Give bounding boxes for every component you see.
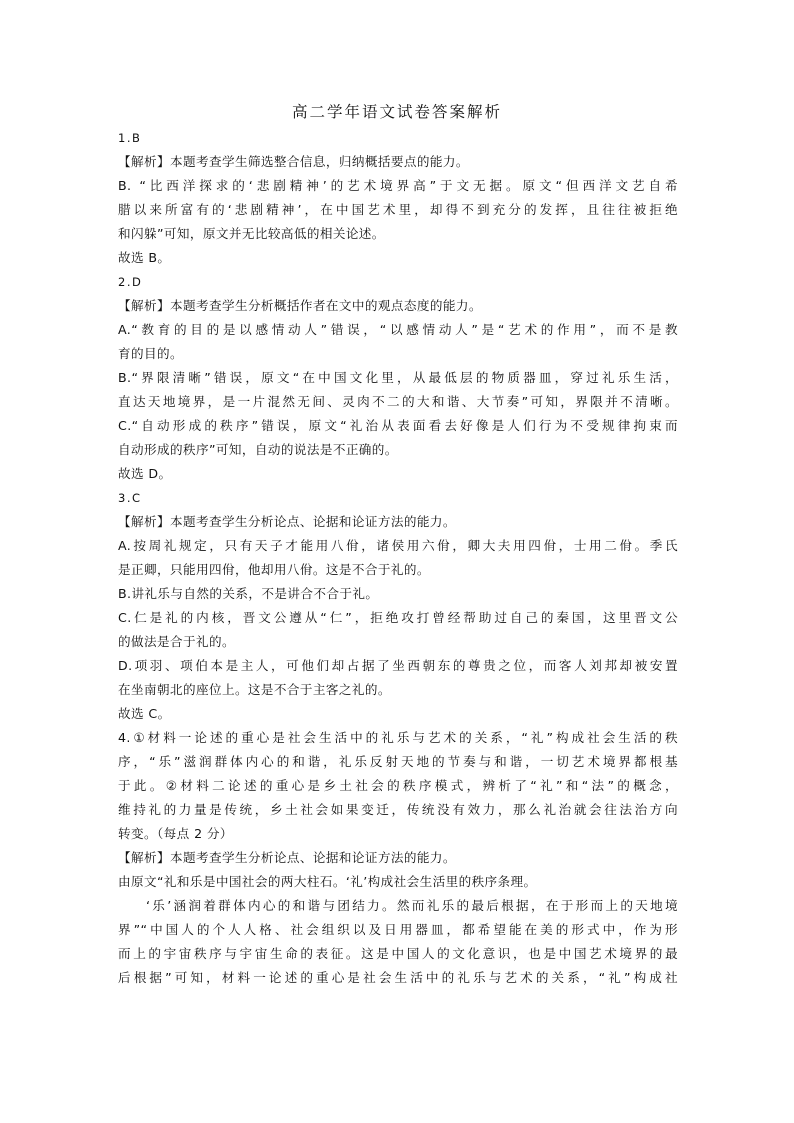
text-line: 于此。②材料二论述的重心是乡土社会的秩序模式，辨析了“礼”和“法”的概念， (118, 778, 678, 793)
text-line: 序，“乐”滋润群体内心的和谐，礼乐反射天地的节奏与和谐，一切艺术境界都根基 (118, 754, 678, 769)
text-line: 故选 B。 (118, 250, 171, 265)
text-line: 和闪躲”可知，原文并无比较高低的相关论述。 (118, 226, 385, 241)
text-line: 【解析】本题考查学生分析概括作者在文中的观点态度的能力。 (118, 298, 482, 313)
text-line: 在坐南朝北的座位上。这是不合于主客之礼的。 (118, 682, 391, 697)
document-body (118, 126, 678, 990)
document-title: 高二学年语文试卷答案解析 (291, 103, 502, 121)
text-line: ‘乐’涵润着群体内心的和谐与团结力。然而礼乐的最后根据，在于形而上的天地境 (146, 898, 678, 913)
text-line: B. “比西洋探求的‘悲剧精神’的艺术境界高”于文无据。原文“但西洋文艺自希 (118, 178, 678, 193)
text-line: A.按周礼规定，只有天子才能用八佾，诸侯用六佾，卿大夫用四佾，士用二佾。季氏 (118, 538, 678, 553)
text-line: 自动形成的秩序”可知，自动的说法是不正确的。 (118, 442, 398, 457)
text-line: 4.①材料一论述的重心是社会生活中的礼乐与艺术的关系，“礼”构成社会生活的秩 (118, 730, 678, 745)
text-line: 界”“中国人的个人人格、社会组织以及日用器皿，都希望能在美的形式中，作为形 (118, 922, 678, 937)
text-line: 转变。（每点 2 分） (118, 826, 233, 841)
text-line: D.项羽、项伯本是主人，可他们却占据了坐西朝东的尊贵之位，而客人刘邦却被安置 (118, 658, 678, 673)
text-line: 【解析】本题考查学生筛选整合信息，归纳概括要点的能力。 (118, 154, 469, 169)
text-line: 【解析】本题考查学生分析论点、论据和论证方法的能力。 (118, 514, 456, 529)
text-line: C.仁是礼的内核，晋文公遵从“仁”，拒绝攻打曾经帮助过自己的秦国，这里晋文公 (118, 610, 678, 625)
text-line: 【解析】本题考查学生分析论点、论据和论证方法的能力。 (118, 850, 456, 865)
text-line: A.“教育的目的是以感情动人”错误，“以感情动人”是“艺术的作用”，而不是教 (118, 322, 678, 337)
text-line: 直达天地境界，是一片混然无间、灵肉不二的大和谐、大节奏”可知，界限并不清晰。 (118, 394, 678, 409)
text-line: 育的目的。 (118, 346, 183, 361)
text-line: 由原文“礼和乐是中国社会的两大柱石。‘礼’构成社会生活里的秩序条理。 (118, 874, 537, 889)
text-line: 后根据”可知，材料一论述的重心是社会生活中的礼乐与艺术的关系，“礼”构成社 (118, 970, 678, 985)
text-line: 而上的宇宙秩序与宇宙生命的表征。这是中国人的文化意识，也是中国艺术境界的最 (118, 946, 678, 961)
text-line: 故选 D。 (118, 466, 172, 481)
text-line: 的做法是合于礼的。 (118, 634, 235, 649)
text-line: 维持礼的力量是传统，乡土社会如果变迁，传统没有效力，那么礼治就会往法治方向 (118, 802, 678, 817)
text-line: 2.D (118, 275, 143, 289)
text-line: 腊以来所富有的‘悲剧精神’，在中国艺术里，却得不到充分的发挥，且往往被拒绝 (118, 202, 678, 217)
text-line: 故选 C。 (118, 706, 171, 721)
text-line: 3.C (118, 491, 142, 505)
text-line: 1.B (118, 131, 142, 145)
text-line: 是正卿，只能用四佾，他却用八佾。这是不合于礼的。 (118, 562, 430, 577)
text-line: B.“界限清晰”错误，原文“在中国文化里，从最低层的物质器皿，穿过礼乐生活， (118, 370, 678, 385)
text-line: C.“自动形成的秩序”错误，原文“礼治从表面看去好像是人们行为不受规律拘束而 (118, 418, 678, 433)
text-line: B.讲礼乐与自然的关系，不是讲合不合于礼。 (118, 586, 379, 601)
